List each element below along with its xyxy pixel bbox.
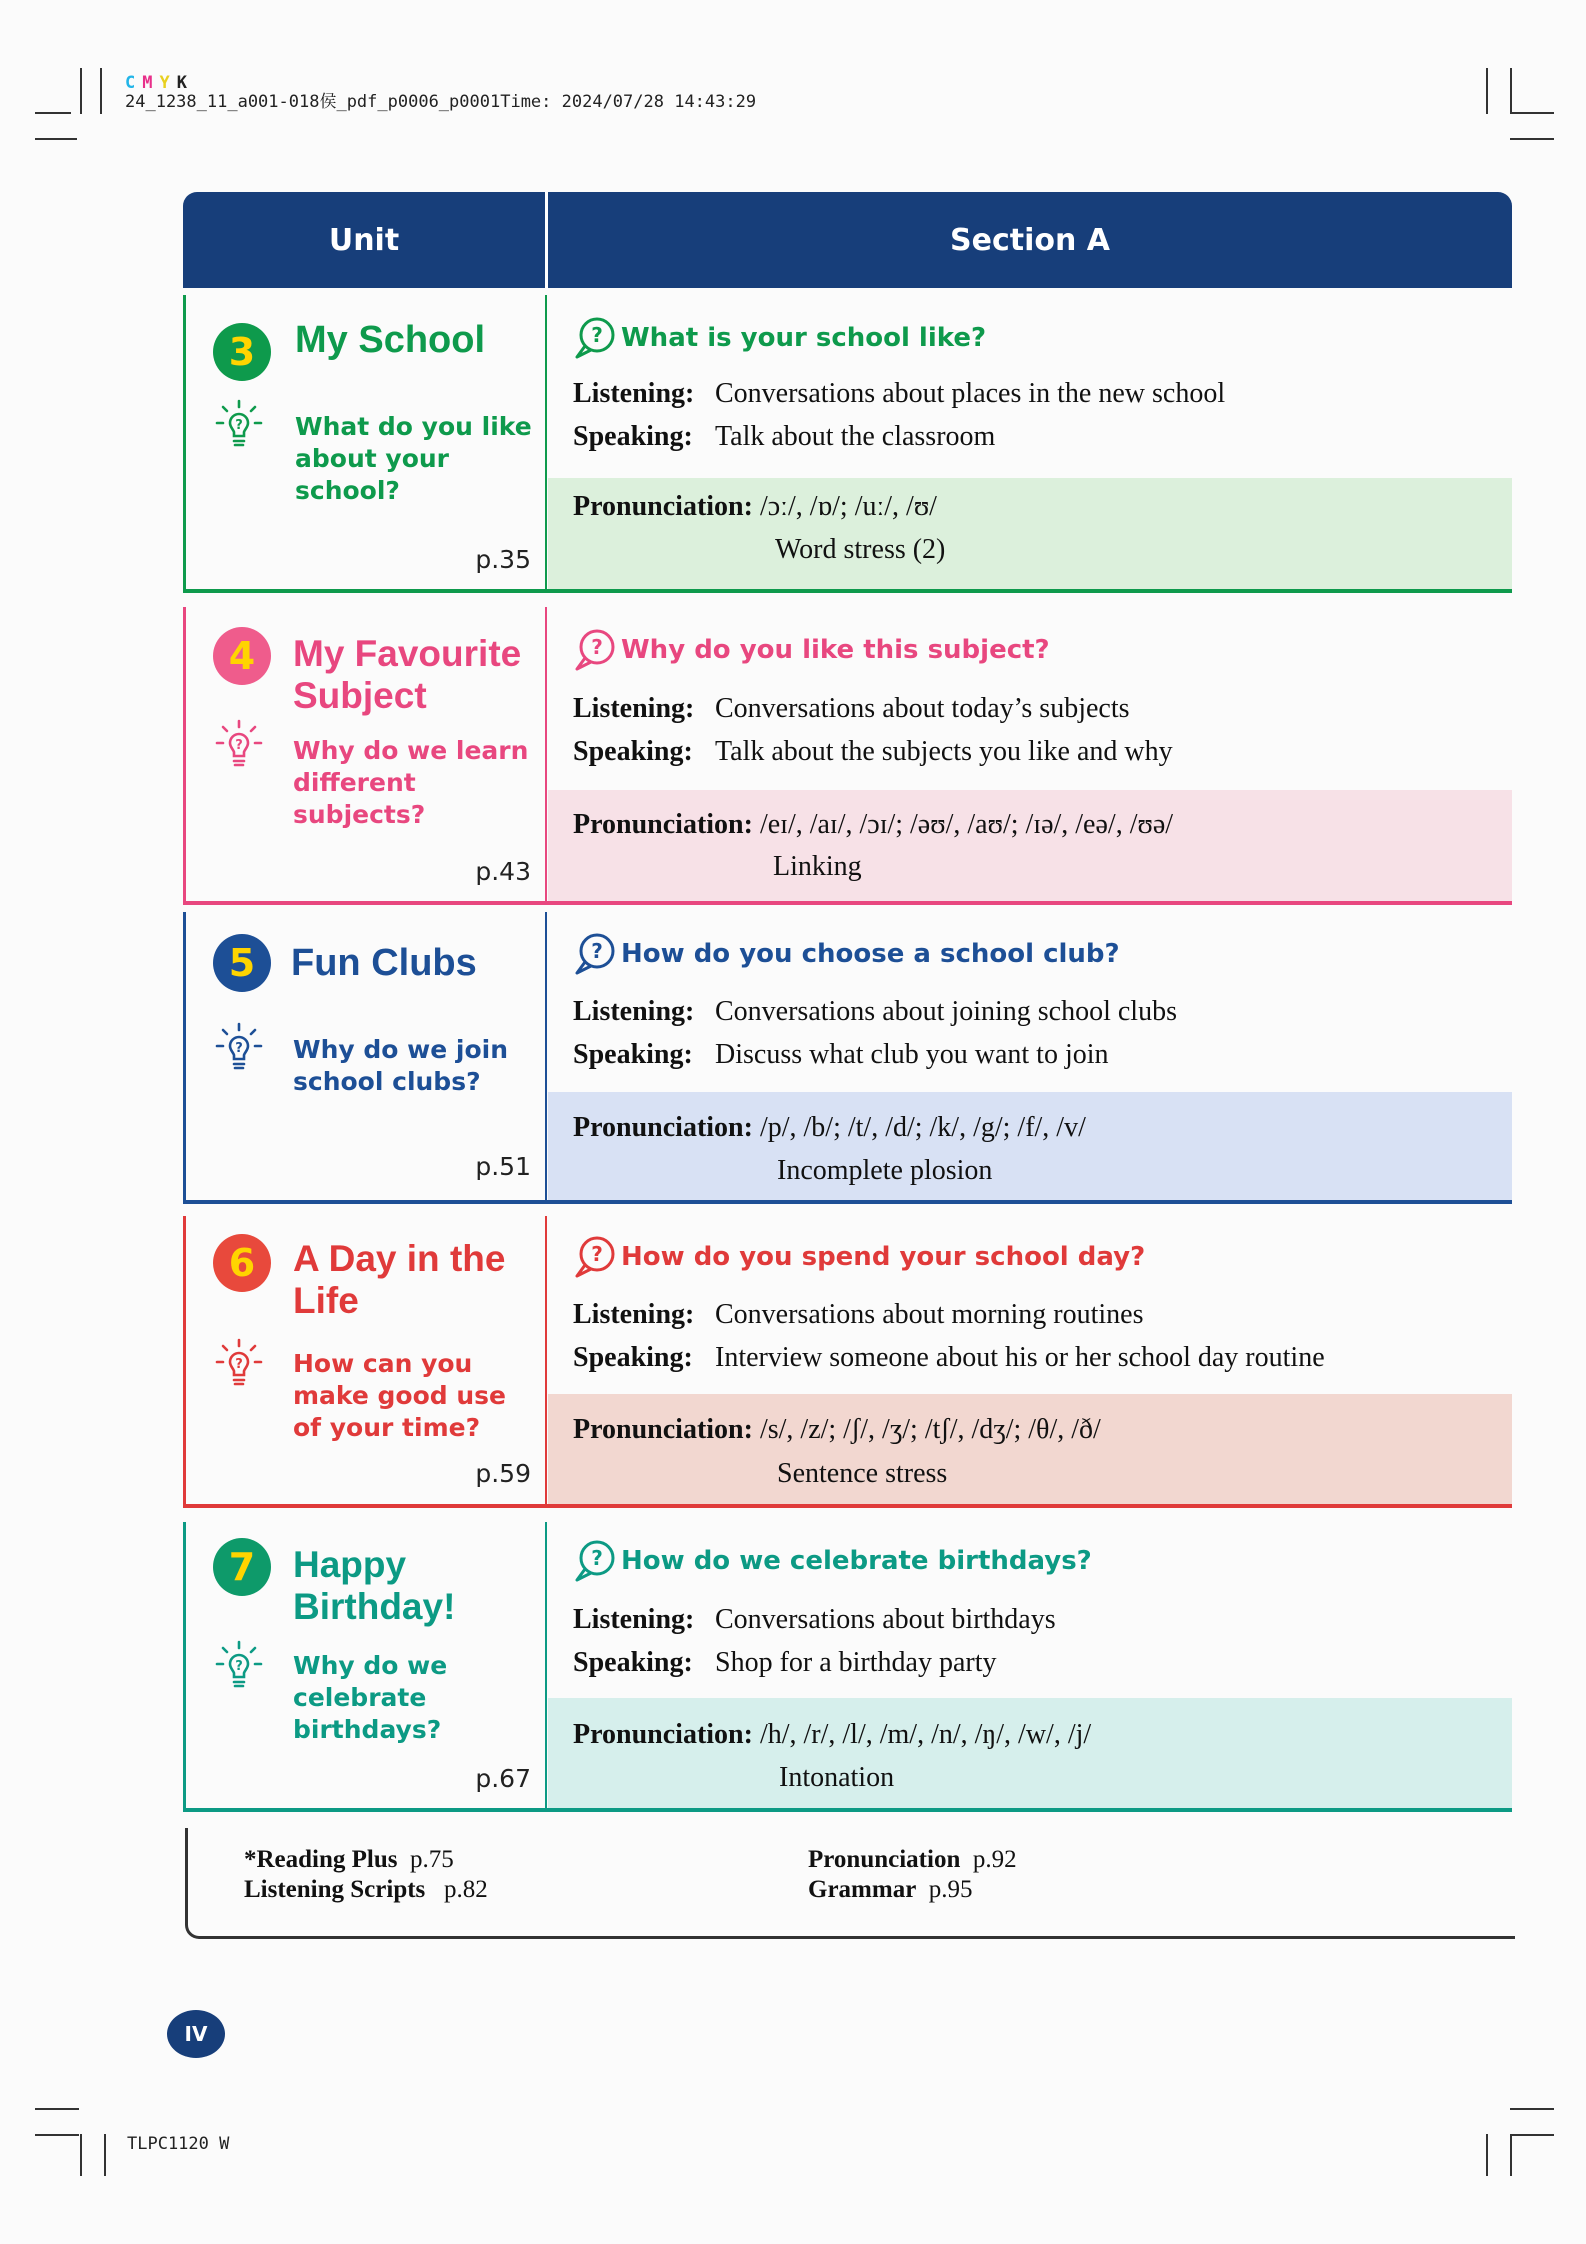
section-question — [573, 315, 986, 361]
pronunciation-label: Pronunciation: — [573, 809, 753, 840]
unit-number-badge: 5 — [213, 934, 271, 992]
speaking-label: Speaking: — [573, 1647, 693, 1678]
unit-title: Fun Clubs — [291, 942, 477, 984]
big-question: How can you make good use of your time? — [293, 1349, 507, 1442]
listening-scripts-page: p.82 — [444, 1876, 488, 1903]
pronunciation-label: Pronunciation: — [573, 491, 753, 522]
section-question — [573, 627, 1050, 673]
svg-text:?: ? — [235, 418, 243, 433]
speaking-label: Speaking: — [573, 1039, 693, 1070]
row-left-border — [183, 1522, 186, 1812]
pronunciation-ref-label: Pronunciation — [808, 1846, 961, 1873]
row-left-border — [183, 1216, 186, 1508]
unit-title: Happy Birthday! — [293, 1544, 456, 1627]
reading-plus-page: p.75 — [410, 1846, 454, 1873]
crop-mark — [1510, 2134, 1512, 2176]
pronunciation-label: Pronunciation: — [573, 1719, 753, 1750]
unit-row-3 — [183, 295, 1512, 593]
page-reference: p.67 — [475, 1764, 531, 1793]
grammar-page: p.95 — [928, 1876, 973, 1903]
cmyk-marks — [125, 74, 756, 93]
crop-mark — [1510, 68, 1512, 114]
listening-line — [573, 378, 1225, 410]
unit-title: My Favourite Subject — [293, 633, 522, 716]
resources-box — [185, 1828, 1515, 1939]
crop-mark — [80, 68, 82, 114]
listening-label: Listening: — [573, 693, 695, 724]
row-bottom-border — [183, 1808, 1512, 1812]
unit-number-badge: 6 — [213, 1234, 271, 1292]
unit-number-badge: 3 — [213, 323, 271, 381]
svg-text:?: ? — [591, 1546, 603, 1570]
page-reference: p.59 — [475, 1459, 531, 1488]
pronunciation-background — [548, 1394, 1512, 1504]
listening-label: Listening: — [573, 378, 695, 409]
svg-text:?: ? — [591, 939, 603, 963]
lightbulb-icon — [215, 399, 263, 453]
svg-text:?: ? — [235, 1659, 243, 1674]
speaking-text: Talk about the subjects you like and why — [715, 736, 1173, 767]
big-question: Why do we celebrate birthdays? — [293, 1651, 448, 1744]
question-bubble-icon — [573, 1234, 617, 1280]
row-bottom-border — [183, 1504, 1512, 1508]
pronunciation-text: /h/, /r/, /l/, /m/, /n/, /ŋ/, /w/, /j/ — [759, 1719, 1092, 1750]
pronunciation-line — [573, 1719, 1091, 1751]
table-header — [183, 192, 1512, 288]
row-separator — [545, 1216, 547, 1508]
lightbulb-icon — [215, 1338, 263, 1392]
pronunciation-subtopic: Intonation — [779, 1762, 895, 1793]
listening-line — [573, 996, 1177, 1028]
speaking-text: Discuss what club you want to join — [715, 1039, 1109, 1070]
svg-text:?: ? — [235, 1357, 243, 1372]
big-question: Why do we learn different subjects? — [293, 736, 529, 829]
crop-mark — [1486, 2134, 1488, 2176]
unit-title: My School — [295, 319, 486, 361]
row-separator — [545, 1522, 547, 1812]
cmyk-k: K — [176, 73, 187, 93]
question-text: What is your school like? — [621, 323, 987, 353]
speaking-text: Interview someone about his or her school day routine — [715, 1342, 1325, 1373]
unit-row-7 — [183, 1522, 1512, 1812]
listening-text: Conversations about joining school clubs — [715, 996, 1177, 1027]
reading-plus-ref — [244, 1846, 454, 1874]
listening-scripts-label: Listening Scripts — [244, 1876, 426, 1903]
pronunciation-ref-page: p.92 — [972, 1846, 1017, 1873]
speaking-text: Shop for a birthday party — [715, 1647, 997, 1678]
row-separator — [545, 607, 547, 905]
grammar-ref — [808, 1876, 973, 1904]
pronunciation-ref — [808, 1846, 1017, 1874]
speaking-label: Speaking: — [573, 1342, 693, 1373]
speaking-label: Speaking: — [573, 736, 693, 767]
page-reference: p.35 — [475, 545, 531, 574]
big-question: What do you like about your school? — [295, 412, 532, 505]
speaking-label: Speaking: — [573, 421, 693, 452]
speaking-line — [573, 1342, 1325, 1374]
crop-mark — [35, 2108, 79, 2110]
crop-mark — [104, 2134, 106, 2176]
listening-scripts-ref — [244, 1876, 488, 1904]
row-left-border — [183, 607, 186, 905]
row-bottom-border — [183, 1200, 1512, 1204]
pronunciation-background — [548, 1092, 1512, 1200]
page-reference: p.43 — [475, 857, 531, 886]
listening-line — [573, 693, 1130, 725]
crop-mark — [100, 68, 102, 114]
pronunciation-text: /eɪ/, /aɪ/, /ɔɪ/; /əʊ/, /aʊ/; /ɪə/, /eə/, /ʊə/ — [759, 809, 1174, 840]
row-bottom-border — [183, 589, 1512, 593]
row-separator — [545, 295, 547, 593]
pronunciation-subtopic: Linking — [773, 851, 862, 882]
question-text: How do you spend your school day? — [621, 1242, 1146, 1272]
pronunciation-text: /s/, /z/; /ʃ/, /ʒ/; /tʃ/, /dʒ/; /θ/, /ð/ — [759, 1414, 1101, 1445]
pronunciation-background — [548, 790, 1512, 901]
question-bubble-icon — [573, 931, 617, 977]
unit-row-4 — [183, 607, 1512, 905]
cmyk-y: Y — [159, 73, 170, 93]
cmyk-c: C — [125, 73, 136, 93]
svg-text:?: ? — [591, 1242, 603, 1266]
unit-title: A Day in the Life — [293, 1238, 506, 1321]
reading-plus-label: *Reading Plus — [244, 1846, 398, 1873]
pronunciation-line — [573, 491, 937, 523]
listening-text: Conversations about today’s subjects — [715, 693, 1130, 724]
pronunciation-subtopic: Incomplete plosion — [777, 1155, 993, 1186]
question-text: How do you choose a school club? — [621, 939, 1120, 969]
page-reference: p.51 — [475, 1152, 531, 1181]
crop-mark — [35, 2134, 79, 2136]
pronunciation-subtopic: Word stress (2) — [775, 534, 946, 565]
svg-text:?: ? — [235, 738, 243, 753]
listening-label: Listening: — [573, 1299, 695, 1330]
crop-mark — [35, 138, 77, 140]
pronunciation-line — [573, 1112, 1086, 1144]
question-text: Why do you like this subject? — [621, 635, 1050, 665]
grammar-label: Grammar — [808, 1876, 917, 1903]
row-separator — [545, 912, 547, 1204]
svg-text:?: ? — [591, 323, 603, 347]
cmyk-m: M — [142, 73, 153, 93]
pronunciation-label: Pronunciation: — [573, 1112, 753, 1143]
section-question — [573, 1234, 1145, 1280]
section-question — [573, 931, 1120, 977]
unit-number-badge: 7 — [213, 1538, 271, 1596]
listening-label: Listening: — [573, 996, 695, 1027]
crop-mark — [1486, 68, 1488, 114]
unit-row-5 — [183, 912, 1512, 1204]
print-header-line: 24_1238_11_a001-018侯_pdf_p0006_p0001Time: 2024/07/28 14:43:29 — [125, 92, 757, 112]
speaking-line — [573, 1039, 1109, 1071]
row-left-border — [183, 912, 186, 1204]
listening-line — [573, 1299, 1144, 1331]
svg-text:?: ? — [235, 1041, 243, 1056]
pronunciation-line — [573, 1414, 1101, 1446]
crop-mark — [35, 112, 71, 114]
crop-mark — [1510, 2134, 1554, 2136]
crop-mark — [1510, 2108, 1554, 2110]
pronunciation-subtopic: Sentence stress — [777, 1458, 948, 1489]
big-question: Why do we join school clubs? — [293, 1035, 509, 1096]
crop-mark — [1510, 138, 1554, 140]
print-header — [125, 74, 756, 112]
speaking-line — [573, 421, 995, 453]
svg-text:?: ? — [591, 635, 603, 659]
unit-number-badge: 4 — [213, 627, 271, 685]
crop-mark — [80, 2134, 82, 2176]
speaking-line — [573, 736, 1173, 768]
pronunciation-text: /ɔː/, /ɒ/; /uː/, /ʊ/ — [759, 491, 937, 522]
crop-mark — [1510, 112, 1554, 114]
row-bottom-border — [183, 901, 1512, 905]
row-left-border — [183, 295, 186, 593]
unit-row-6 — [183, 1216, 1512, 1508]
print-footer: TLPC1120 W — [127, 2134, 230, 2154]
page-number-badge: IV — [167, 2010, 225, 2058]
listening-line — [573, 1604, 1056, 1636]
listening-text: Conversations about morning routines — [715, 1299, 1144, 1330]
lightbulb-icon — [215, 1022, 263, 1076]
pronunciation-line — [573, 809, 1173, 841]
pronunciation-text: /p/, /b/; /t/, /d/; /k/, /g/; /f/, /v/ — [759, 1112, 1086, 1143]
question-bubble-icon — [573, 315, 617, 361]
speaking-line — [573, 1647, 997, 1679]
section-question — [573, 1538, 1092, 1584]
pronunciation-background — [548, 1698, 1512, 1808]
header-unit: Unit — [328, 222, 400, 258]
listening-text: Conversations about places in the new school — [715, 378, 1226, 409]
question-bubble-icon — [573, 627, 617, 673]
question-text: How do we celebrate birthdays? — [621, 1546, 1092, 1576]
pronunciation-label: Pronunciation: — [573, 1414, 753, 1445]
question-bubble-icon — [573, 1538, 617, 1584]
listening-text: Conversations about birthdays — [715, 1604, 1056, 1635]
listening-label: Listening: — [573, 1604, 695, 1635]
lightbulb-icon — [215, 719, 263, 773]
speaking-text: Talk about the classroom — [715, 421, 996, 452]
header-section-a: Section A — [950, 222, 1110, 258]
lightbulb-icon — [215, 1640, 263, 1694]
